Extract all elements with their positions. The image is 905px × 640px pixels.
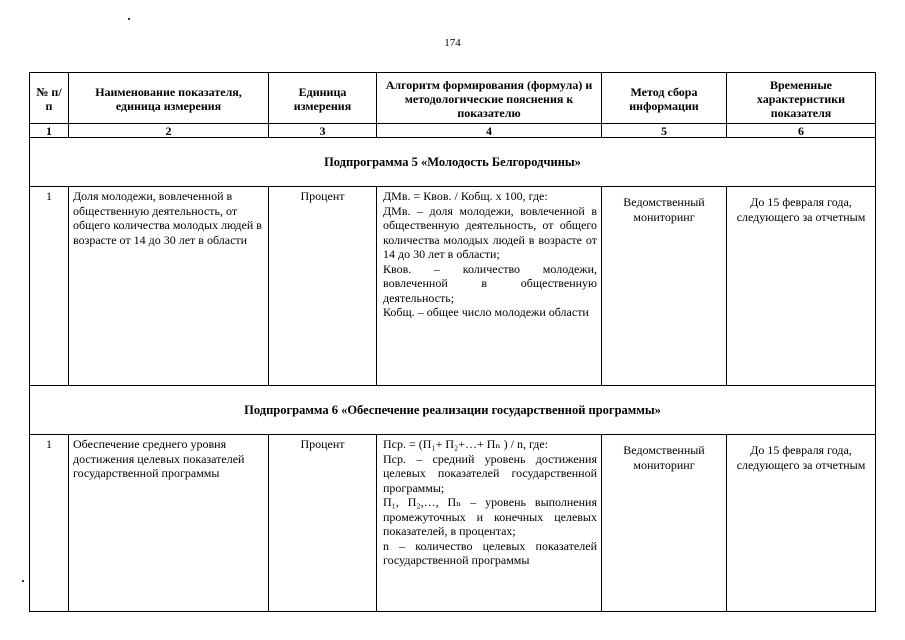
column-number: 2 [69, 124, 269, 138]
indicator-algorithm [377, 435, 602, 612]
algorithm-line: П₁, П₂,…, Пₙ – уровень выполнения промежуточных и конечных целевых показателей, в процентах; [383, 495, 597, 538]
indicator-unit: Процент [269, 187, 377, 386]
section-title: Подпрограмма 6 «Обеспечение реализации государственной программы» [30, 386, 876, 435]
algorithm-line: Пср. = (П₁+ П₂+…+ Пₙ ) / n, где: [383, 437, 549, 451]
header-unit: Единица измерения [269, 73, 377, 124]
section-title: Подпрограмма 5 «Молодость Белгородчины» [30, 138, 876, 187]
collection-method: Ведомственный мониторинг [602, 435, 727, 612]
collection-method: Ведомственный мониторинг [602, 187, 727, 386]
section-row [30, 386, 876, 435]
column-number: 3 [269, 124, 377, 138]
column-numbers-row [30, 124, 876, 138]
algorithm-line: Пср. – средний уровень достижения целевых показателей государственной программы; [383, 451, 597, 495]
table-row [30, 435, 876, 612]
page-number: 174 [444, 37, 461, 49]
indicator-name: Обеспечение среднего уровня достижения целевых показателей государственной программы [69, 435, 269, 612]
header-algorithm: Алгоритм формирования (формула) и методологические пояснения к показателю [377, 73, 602, 124]
scan-speck [128, 18, 130, 20]
scan-speck [22, 580, 24, 582]
table-row [30, 187, 876, 386]
algorithm-line: Кобщ. – общее число молодежи области [383, 305, 589, 319]
algorithm-line: ДМв. = Квов. / Кобщ. х 100, где: [383, 189, 548, 203]
section-row [30, 138, 876, 187]
header-time: Временные характеристики показателя [727, 73, 876, 124]
indicator-name: Доля молодежи, вовлеченной в общественную деятельность, от общего количества молодых людей в возрасте от 14 до 30 лет в области [69, 187, 269, 386]
time-characteristics: До 15 февраля года, следующего за отчетным [727, 435, 876, 612]
header-number: № п/п [30, 73, 69, 124]
indicators-table [29, 72, 876, 612]
algorithm-line: ДМв. – доля молодежи, вовлеченной в общественную деятельность, от общего количества молодых людей в возрасте от 14 до 30 лет в области; [383, 203, 597, 261]
indicator-algorithm [377, 187, 602, 386]
algorithm-line: Квов. – количество молодежи, вовлеченной в общественную деятельность; [383, 261, 597, 305]
indicator-unit: Процент [269, 435, 377, 612]
header-method: Метод сбора информации [602, 73, 727, 124]
column-number: 6 [727, 124, 876, 138]
algorithm-line: n – количество целевых показателей государственной программы [383, 538, 597, 567]
row-number: 1 [30, 187, 69, 386]
time-characteristics: До 15 февраля года, следующего за отчетным [727, 187, 876, 386]
header-indicator-name: Наименование показателя, единица измерения [69, 73, 269, 124]
column-number: 5 [602, 124, 727, 138]
row-number: 1 [30, 435, 69, 612]
column-number: 1 [30, 124, 69, 138]
table-header-row [30, 73, 876, 124]
column-number: 4 [377, 124, 602, 138]
